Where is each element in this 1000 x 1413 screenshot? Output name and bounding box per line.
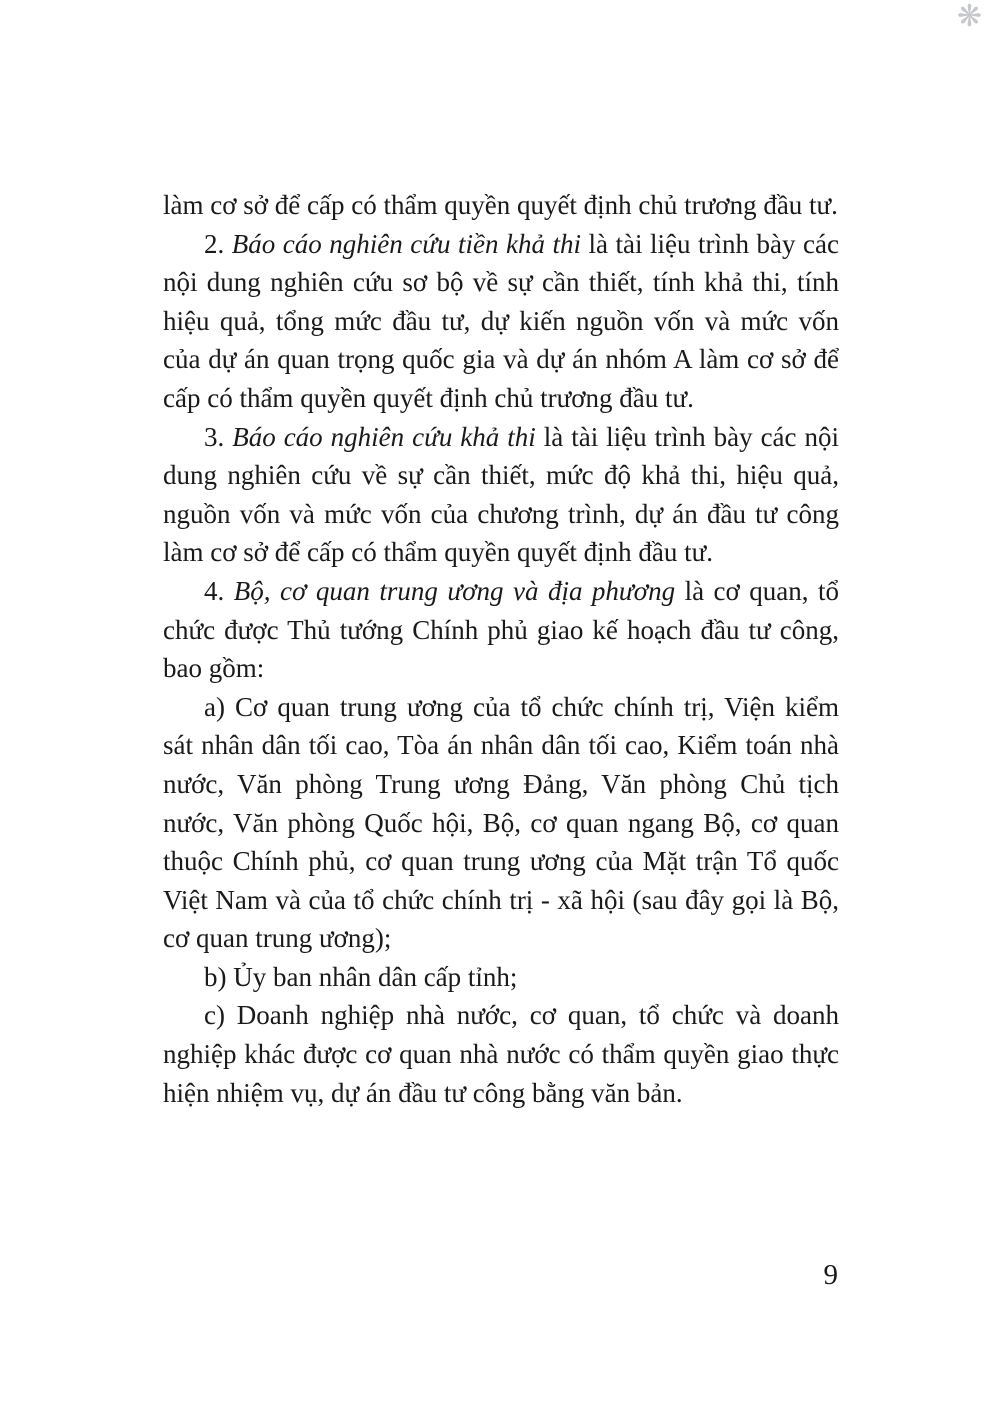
text-segment: làm cơ sở để cấp có thẩm quyền quyết định chủ trương đầu tư. — [163, 190, 838, 220]
paragraph-item-3 — [163, 418, 839, 572]
text-segment: a) Cơ quan trung ương của tổ chức chính trị, Viện kiểm sát nhân dân tối cao, Tòa án nhân dân tối cao, Kiểm toán nhà nước, Văn phòng Trung ương Đảng, Văn phòng Chủ tịch nước, Văn phòng Quốc hội, Bộ, cơ quan ngang Bộ, cơ quan thuộc Chính phủ, cơ quan trung ương của Mặt trận Tổ quốc Việt Nam và của tổ chức chính trị - xã hội (sau đây gọi là Bộ, cơ quan trung ương); — [163, 691, 839, 954]
paragraph-item-2 — [163, 225, 839, 418]
page-body — [163, 186, 839, 1112]
text-segment: 4. — [204, 575, 234, 606]
text-segment: là tài liệu trình bày các nội dung nghiên cứu sơ bộ về sự cần thiết, tính khả thi, tính hiệu quả, tổng mức đầu tư, dự kiến nguồn vốn và mức vốn của dự án quan trọng quốc gia và dự án nhóm A làm cơ sở để cấp có thẩm quyền quyết định chủ trương đầu tư. — [163, 228, 839, 413]
paragraph-item-4c — [163, 996, 839, 1112]
text-segment: là tài liệu trình bày các nội dung nghiên cứu về sự cần thiết, mức độ khả thi, hiệu quả, nguồn vốn và mức vốn của chương trình, dự án đầu tư công làm cơ sở để cấp có thẩm quyền quyết định đầu tư. — [163, 421, 840, 568]
paragraph-item-4b — [163, 958, 839, 997]
text-segment: 3. — [204, 421, 233, 452]
paragraph-item-4 — [163, 572, 839, 688]
defined-term: Bộ, cơ quan trung ương và địa phương — [233, 575, 676, 606]
paragraph-item-4a — [163, 688, 839, 958]
paragraph-intro-continuation — [163, 186, 839, 225]
text-segment: 2. — [204, 228, 232, 259]
page-number: 9 — [823, 1259, 838, 1291]
text-segment: c) Doanh nghiệp nhà nước, cơ quan, tổ chức và doanh nghiệp khác được cơ quan nhà nước có thẩm quyền giao thực hiện nhiệm vụ, dự án đầu tư công bằng văn bản. — [163, 1000, 839, 1108]
defined-term: Báo cáo nghiên cứu tiền khả thi — [231, 228, 582, 259]
text-segment: b) Ủy ban nhân dân cấp tỉnh; — [204, 961, 518, 992]
defined-term: Báo cáo nghiên cứu khả thi — [232, 421, 536, 452]
text-segment: là cơ quan, tổ chức được Thủ tướng Chính phủ giao kế hoạch đầu tư công, bao gồm: — [163, 575, 840, 684]
flower-ornament-icon: ❋ — [956, 0, 982, 33]
